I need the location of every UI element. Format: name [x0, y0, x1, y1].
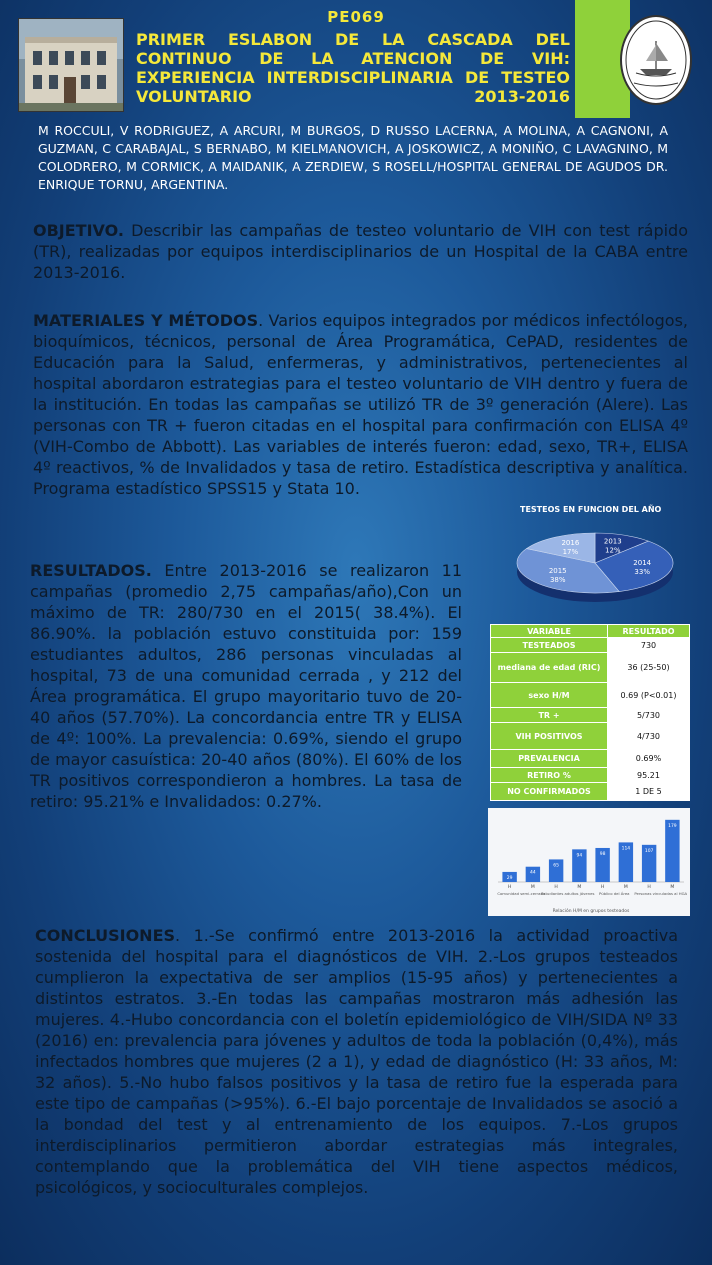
pie-label-year: 2013	[603, 537, 622, 546]
table-row	[491, 708, 690, 723]
bar-value-label: 107	[644, 848, 654, 854]
table-row	[491, 653, 690, 683]
table-cell-resultado: 730	[608, 638, 690, 653]
bar-m-7	[665, 820, 679, 882]
bar-value-label: 94	[576, 853, 583, 859]
table-cell-variable: mediana de edad (RIC)	[491, 653, 608, 683]
bar-category-label: H	[600, 885, 605, 890]
table-cell-resultado: 1 DE 5	[608, 783, 690, 801]
table-cell-resultado: 4/730	[608, 723, 690, 750]
pie-label-pct: 17%	[562, 547, 579, 556]
conclusiones-section	[35, 925, 678, 1198]
bar-value-label: 114	[621, 846, 631, 852]
table-cell-resultado: 0.69%	[608, 750, 690, 768]
table-header-row	[491, 625, 690, 638]
hospital-photo	[18, 18, 124, 112]
table-row	[491, 783, 690, 801]
table-header-variable: VARIABLE	[491, 625, 608, 638]
bar-group-label: Estudiantes adultos jóvenes	[541, 891, 595, 896]
bar-category-label: H	[554, 885, 558, 890]
bar-group-label: Comunidad semi-cerrada	[497, 891, 546, 896]
table-cell-resultado: 95.21	[608, 768, 690, 783]
bar-category-label: M	[670, 885, 675, 890]
bar-category-label: M	[530, 885, 535, 890]
bar-value-label: 44	[530, 870, 536, 876]
objetivo-section	[33, 220, 688, 283]
poster-title: PRIMER ESLABON DE LA CASCADA DEL CONTINUO DE LA ATENCION DE VIH: EXPERIENCIA INTERDISCIPLINARIA DE TESTEO VOLUNTARIO 2013-2016	[136, 30, 570, 106]
bar-category-label: M	[623, 885, 628, 890]
table-row	[491, 638, 690, 653]
table-cell-resultado: 0.69 (P<0.01)	[608, 683, 690, 708]
bar-category-label: H	[507, 885, 512, 890]
pie-chart-title: TESTEOS EN FUNCION DEL AÑO	[520, 505, 662, 514]
conclusiones-heading: CONCLUSIONES	[35, 926, 176, 945]
resultados-heading: RESULTADOS.	[30, 561, 152, 580]
pie-label-pct: 38%	[549, 575, 566, 584]
metodos-section	[33, 310, 688, 499]
objetivo-heading: OBJETIVO.	[33, 221, 124, 240]
table-row	[491, 768, 690, 783]
bar-category-label: H	[647, 885, 651, 890]
pie-chart	[505, 525, 685, 615]
bar-category-label: M	[577, 885, 582, 890]
table-cell-variable: RETIRO %	[491, 768, 608, 783]
table-cell-resultado: 5/730	[608, 708, 690, 723]
bar-value-label: 29	[506, 875, 513, 881]
table-cell-variable: PREVALENCIA	[491, 750, 608, 768]
metodos-text: . Varios equipos integrados por médicos infectólogos, bioquímicos, técnicos, personal de Área Programática, CePAD, residentes de Educación para la Salud, enfermeras, y administrativos, pertenecientes al hospital abordaron estrategias para el testeo voluntario de VIH dentro y fuera de la institución. En todas las campañas se utilizó TR de 3º generación (Alere). Las personas con TR + fueron citadas en el hospital para confirmación con ELISA 4º (VIH-Combo de Abbott). Las variables de interés fueron: edad, sexo, TR+, ELISA 4º reactivos, % de Invalidados y tasa de retiro. Estadística descriptiva y analítica. Programa estadístico SPSS15 y Stata 10.	[33, 311, 688, 498]
conclusiones-text: . 1.-Se confirmó entre 2013-2016 la actividad proactiva sostenida del hospital para el diagnósticos de VIH. 2.-Los grupos testeados cumplieron la expectativa de ser amplios (15-95 años) y pertenecientes a distintos estratos. 3.-En todas las campañas mostraron más adhesión las mujeres. 4.-Hubo concordancia con el boletín epidemiológico de VIH/SIDA Nº 33 (2016) en: prevalencia para jóvenes y adultos de toda la población (0,4%), más infectados hombres que mujeres (2 a 1), y edad de diagnóstico (H: 33 años, M: 32 años). 5.-No hubo falsos positivos y la tasa de retiro fue la esperada para este tipo de campañas (>95%). 6.-El bajo porcentaje de Invalidados se asoció a la bondad del test y al entrenamiento de los equipos. 7.-Los grupos interdisciplinarios permitieron abordar estrategias más integrales, contemplando que la problemática del VIH tiene aspectos médicos, psicológicos, y socioculturales complejos.	[35, 926, 678, 1197]
table-row	[491, 723, 690, 750]
pie-label-year: 2014	[633, 559, 652, 568]
table-cell-variable: TESTEADOS	[491, 638, 608, 653]
pie-label-year: 2015	[548, 566, 567, 575]
bar-group-label: Personas vinculadas al HGA	[634, 891, 688, 896]
bar-value-label: 179	[668, 823, 677, 829]
pie-label-pct: 12%	[605, 546, 621, 555]
table-cell-variable: sexo H/M	[491, 683, 608, 708]
table-cell-variable: TR +	[491, 708, 608, 723]
table-header-resultado: RESULTADO	[608, 625, 690, 638]
bar-value-label: 65	[553, 863, 559, 869]
table-cell-variable: VIH POSITIVOS	[491, 723, 608, 750]
metodos-heading: MATERIALES Y MÉTODOS	[33, 311, 259, 330]
bar-group-label: Público del Área	[598, 891, 630, 896]
pie-label-year: 2016	[561, 538, 580, 547]
bar-chart-panel	[488, 808, 690, 916]
bar-xlabel: Relación H/M en grupos testeados	[552, 909, 630, 914]
poster-code: PE069	[327, 8, 385, 26]
table-row	[491, 750, 690, 768]
resultados-text: Entre 2013-2016 se realizaron 11 campañas (promedio 2,75 campañas/año),Con un máximo de TR: 280/730 en el 2015( 38.4%). El 86.90%. la población estuvo constituida por: 159 estudiantes adultos, 286 personas vinculadas al hospital, 73 de una comunidad cerrada , y 212 del Área programática. El grupo mayoritario tuvo de 20-40 años (57.70%). La concordancia entre TR y ELISA de 4º: 100%. La prevalencia: 0.69%, siendo el grupo de mayor casuística: 20-40 años (80%). El 60% de los TR positivos correspondieron a hombres. La tasa de retiro: 95.21% e Invalidados: 0.27%.	[30, 561, 462, 811]
resultados-section	[30, 560, 462, 812]
bar-value-label: 98	[599, 851, 606, 857]
pie-label-pct: 33%	[634, 568, 650, 577]
table-cell-resultado: 36 (25-50)	[608, 653, 690, 683]
city-seal-logo	[620, 15, 692, 105]
results-table	[490, 624, 690, 801]
authors-affiliation: M ROCCULI, V RODRIGUEZ, A ARCURI, M BURGOS, D RUSSO LACERNA, A MOLINA, A CAGNONI, A GUZMAN, C CARABAJAL, S BERNABO, M KIELMANOVICH, A JOSKOWICZ, A MONIÑO, C LAVAGNINO, M COLODRERO, M CORMICK, A MAIDANIK, A ZERDIEW, S ROSELL/HOSPITAL GENERAL DE AGUDOS DR. ENRIQUE TORNU, ARGENTINA.	[38, 123, 668, 192]
objetivo-text: Describir las campañas de testeo voluntario de VIH con test rápido (TR), realizadas por equipos interdisciplinarios de un Hospital de la CABA entre 2013-2016.	[33, 221, 688, 282]
bar-chart	[488, 808, 690, 916]
table-row	[491, 683, 690, 708]
table-cell-variable: NO CONFIRMADOS	[491, 783, 608, 801]
